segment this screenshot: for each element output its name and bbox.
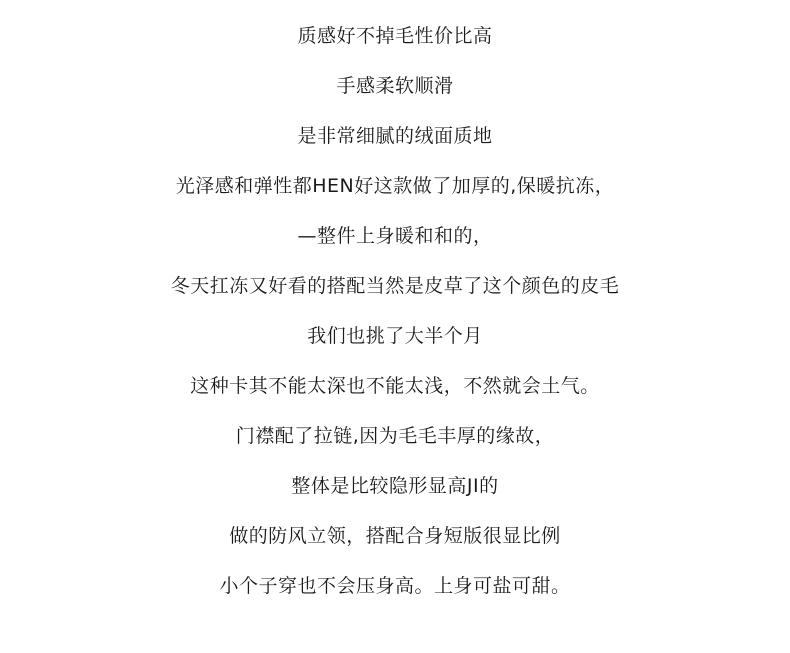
text-line-6: 冬天扛冻又好看的搭配当然是皮草了这个颜色的皮毛	[170, 275, 620, 297]
text-line-9: 门襟配了拉链,因为毛毛丰厚的缘故，	[235, 425, 555, 447]
text-line-1: 质感好不掉毛性价比高	[297, 25, 493, 47]
text-line-12: 小个子穿也不会压身高。上身可盐可甜。	[219, 575, 571, 597]
text-lines	[0, 22, 790, 622]
text-line-5: —整件上身暖和和的，	[297, 225, 493, 247]
text-line-4: 光泽感和弹性都HEN好这款做了加厚的,保暖抗冻，	[175, 175, 615, 197]
text-line-3: 是非常细腻的绒面质地	[297, 125, 493, 147]
text-line-10: 整体是比较隐形显高JI的	[291, 475, 499, 497]
text-line-7: 我们也挑了大半个月	[307, 325, 483, 347]
text-line-11: 做的防风立领，搭配合身短版很显比例	[229, 525, 561, 547]
text-line-2: 手感柔软顺滑	[336, 75, 454, 97]
text-line-8: 这种卡其不能太深也不能太浅，不然就会土气。	[190, 375, 600, 397]
